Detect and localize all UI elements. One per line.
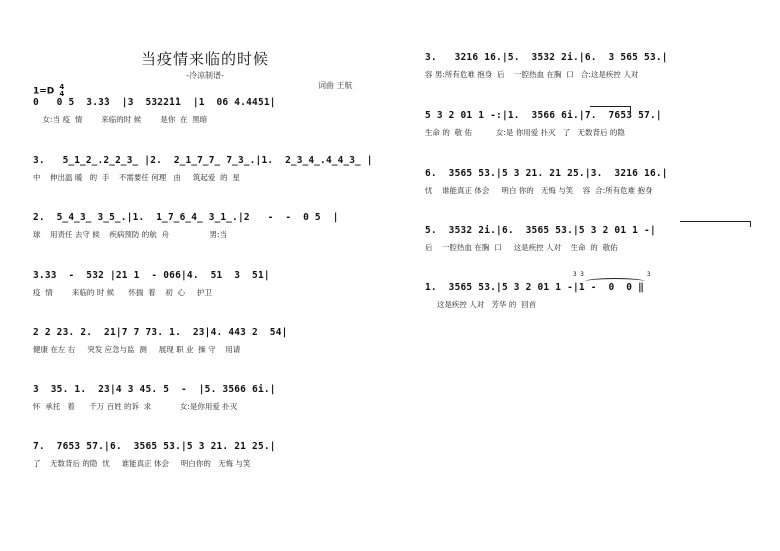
- lyric-line: 这是疾控 人对 芳华 的 回首: [425, 300, 537, 309]
- key-signature: [33, 84, 64, 98]
- volta-bracket: [590, 106, 631, 112]
- tie-mark: [585, 278, 645, 285]
- credits: 词曲 王航: [318, 81, 353, 90]
- notation-line: 2 2 23. 2. 21|7 7 73. 1. 23|4. 443 2 54|: [33, 327, 288, 338]
- notation-line: 0 0 5 3.3̇3 |3 5322̇1̇1 |1 06 4.4451|: [33, 97, 276, 108]
- lyric-line: 球 用责任 去守 候 疾病预防 的航 舟 男:当: [33, 230, 228, 239]
- notation-line: 3. 5̲1̲2̲.2̲2̲3̲ |2. 2̲1̲7̲7̲ 7̲3̲.|1. 2̲3̲4̲.4̲4̲3̲ |: [33, 155, 373, 166]
- lyric-line: 怀 承托 着 千万 百姓 的诉 求 女:是你用爱 扑灭: [33, 402, 238, 411]
- lyric-line: 生命 的 敬 佑 女:是 你用爱 扑灭 了 无数背后 的隐: [425, 128, 625, 137]
- time-signature-bottom: 4: [59, 90, 65, 98]
- lyric-line: 忧 谁能真正 体会 明白 你的 无悔 与笑 容 合:所有危难 抱身: [425, 186, 653, 195]
- lyric-line: 了 无数背后 的隐 忧 谁能真正 体会 明白你的 无悔 与笑: [33, 459, 251, 468]
- lyric-line: 容 男:所有危难 抱身 后 一腔热血 在胸 口 合:这是疾控 人对: [425, 70, 639, 79]
- lyric-line: 健康 在左 右 突发 应急与监 测 展现 职 业 操 守 用请: [33, 345, 241, 354]
- notation-line: 2. 5̲4̲3̲ 3̲5̲.|1. 1̲7̲6̲4̲ 3̲1̲.|2 - - 0 5 |: [33, 212, 339, 223]
- lyric-line: 中 伸出温 暖 的 手 不需要任 何理 由 筑起爱 的 星: [33, 173, 240, 182]
- notation-line: 7. 7653 57.|6. 3565 53.|5 3 21. 21 25.|: [33, 441, 276, 452]
- octave-mark: 3: [647, 271, 651, 278]
- lyric-line: 疫 情 来临的 时 候 怀揣 着 初 心 护卫: [33, 288, 212, 297]
- notation-line: 1. 3565 53.|5 3 2 01 1 -|1 - 0 0 ‖: [425, 282, 645, 293]
- notation-line: 5. 3532 2i.|6. 3565 53.|5 3 2 01 1 -|: [425, 225, 656, 236]
- key-label: 1=D: [33, 86, 55, 97]
- time-signature: [59, 84, 64, 98]
- song-subtitle: -冷凉制谱-: [186, 71, 224, 80]
- lyric-line: 后 一腔热血 在胸 口 这是疾控 人对 生命 的 敬佑: [425, 243, 618, 252]
- time-signature-top: 4: [59, 83, 65, 91]
- notation-line: 3.33 - 532 |21 1 - 066|4. 51 3 51|: [33, 270, 270, 281]
- octave-mark: 3 3: [573, 271, 584, 278]
- lyric-line: 女:当 疫 情 来临的时 候 是你 在 黑暗: [33, 115, 208, 124]
- notation-line: 5 3 2 01 1 -:|1. 3566 6i.|7. 7653 57.|: [425, 110, 662, 121]
- song-title: 当疫情来临的时候: [140, 50, 269, 68]
- notation-line: 6. 3565 53.|5 3 21. 21 25.|3. 3216 16.|: [425, 168, 668, 179]
- notation-line: 3 35. 1. 23|4 3 45. 5 - |5. 3566 6i.|: [33, 384, 276, 395]
- volta-bracket: [680, 221, 751, 227]
- notation-line: 3. 3216 16.|5. 3532 2i.|6. 3 565 53.|: [425, 52, 668, 63]
